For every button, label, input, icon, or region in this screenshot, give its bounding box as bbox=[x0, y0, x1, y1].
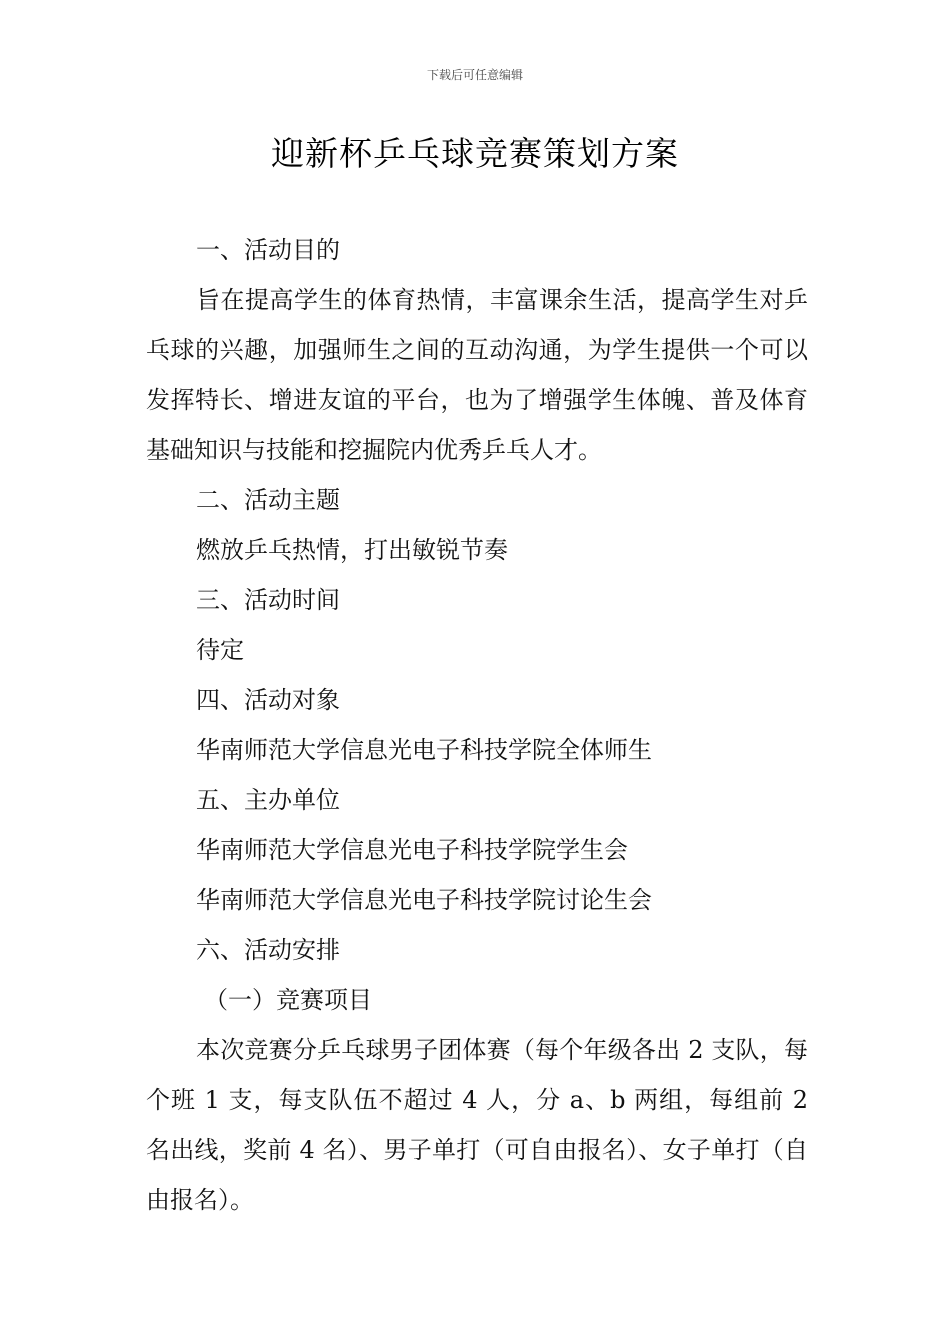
section-6-heading: 六、活动安排 bbox=[196, 936, 340, 964]
section-2-text: 燃放乒乓热情，打出敏锐节奏 bbox=[196, 536, 508, 564]
section-5-organizer-2: 华南师范大学信息光电子科技学院讨论生会 bbox=[196, 886, 652, 914]
section-6-subheading-1: （一）竞赛项目 bbox=[204, 986, 372, 1014]
section-4-heading: 四、活动对象 bbox=[196, 686, 340, 714]
section-2-heading: 二、活动主题 bbox=[196, 486, 340, 514]
page-header-note: 下载后可任意编辑 bbox=[426, 68, 523, 82]
section-3-text: 待定 bbox=[196, 636, 244, 664]
section-1-heading: 一、活动目的 bbox=[196, 236, 340, 264]
section-4-text: 华南师范大学信息光电子科技学院全体师生 bbox=[196, 736, 652, 764]
section-6-paragraph-1: 本次竞赛分乒乓球男子团体赛（每个年级各出 2 支队，每个班 1 支，每支队伍不超过 4 人，分 a、b 两组，每组前 2 名出线，奖前 4 名）、男子单打（可自由报名）、女子单打（自由报名）。 bbox=[146, 1036, 808, 1214]
section-3-heading: 三、活动时间 bbox=[196, 586, 340, 614]
section-5-heading: 五、主办单位 bbox=[196, 786, 340, 814]
section-1-paragraph: 旨在提高学生的体育热情，丰富课余生活，提高学生对乒乓球的兴趣，加强师生之间的互动沟通，为学生提供一个可以发挥特长、增进友谊的平台，也为了增强学生体魄、普及体育基础知识与技能和挖掘院内优秀乒乓人才。 bbox=[146, 286, 808, 464]
section-5-organizer-1: 华南师范大学信息光电子科技学院学生会 bbox=[196, 836, 628, 864]
document-body bbox=[146, 225, 808, 1225]
document-title: 迎新杯乒乓球竞赛策划方案 bbox=[271, 134, 679, 173]
